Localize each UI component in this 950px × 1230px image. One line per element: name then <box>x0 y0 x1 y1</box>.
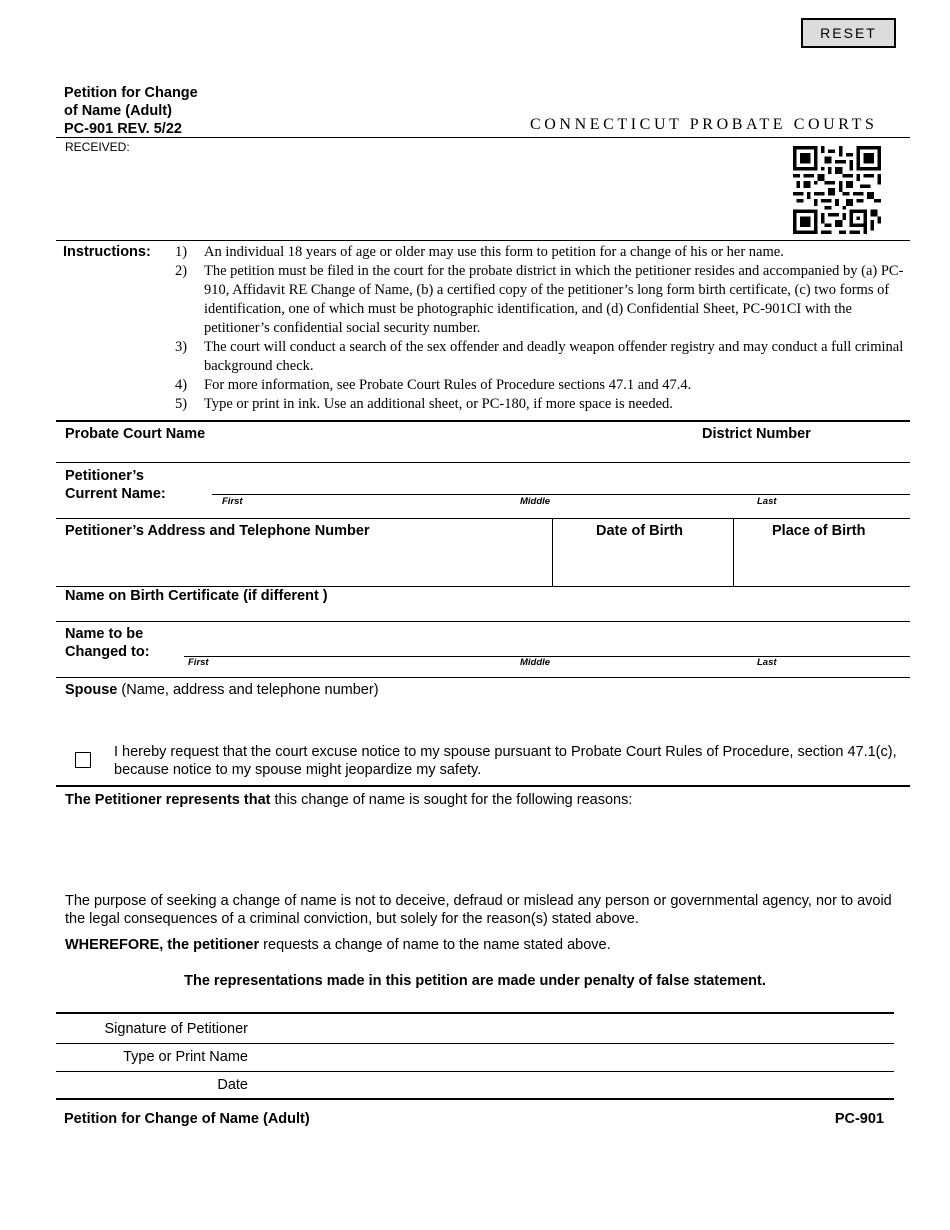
instruction-item: 2) The petition must be filed in the court for the probate district in which the petitioner resides and accompanied by (a) PC-910, Affidavit RE Change of Name, (b) a certified copy of the petitioner’s long form birth certificate, (c) two forms of identification, one of which must be photographic identification, and (d) Confidential Sheet, PC-901CI with the petitioner’s confidential social security number. <box>175 263 904 336</box>
row-divider <box>56 621 910 622</box>
column-divider <box>552 518 553 586</box>
footer-form-number: PC-901 <box>834 1111 884 1127</box>
district-number-label: District Number <box>702 426 811 442</box>
form-title-block <box>64 84 198 138</box>
first-sublabel: First <box>188 657 209 668</box>
row-divider <box>56 462 910 463</box>
date-of-birth-input[interactable] <box>556 543 730 583</box>
instructions-label: Instructions: <box>63 244 151 260</box>
signature-row-divider <box>56 1071 894 1072</box>
instruction-item: 1) An individual 18 years of age or older may use this form to petition for a change of his or her name. <box>175 244 784 260</box>
print-name-input[interactable] <box>258 1045 888 1070</box>
signature-row-divider <box>56 1043 894 1044</box>
instructions-top-divider <box>56 240 910 241</box>
print-name-label: Type or Print Name <box>123 1049 248 1065</box>
excuse-notice-checkbox[interactable] <box>75 752 91 768</box>
new-name-input[interactable] <box>184 634 910 656</box>
first-sublabel: First <box>222 496 243 507</box>
signature-label: Signature of Petitioner <box>104 1021 248 1037</box>
petitioner-current-name-input[interactable] <box>212 472 910 494</box>
reasons-input[interactable] <box>60 812 905 882</box>
middle-sublabel: Middle <box>520 657 551 668</box>
district-number-input[interactable] <box>700 440 900 462</box>
court-header: CONNECTICUT PROBATE COURTS <box>530 116 878 133</box>
date-input[interactable] <box>258 1073 888 1097</box>
received-label: RECEIVED: <box>65 140 130 154</box>
penalty-statement: The representations made in this petition are made under penalty of false statement. <box>184 973 766 989</box>
footer-title: Petition for Change of Name (Adult) <box>64 1111 310 1127</box>
row-divider <box>56 518 910 519</box>
purpose-statement: The purpose of seeking a change of name is not to deceive, defraud or mislead any person or governmental agency, nor to avoid the legal consequences of a criminal conviction, but solely for the reason(s) stated above. <box>65 893 892 927</box>
last-sublabel: Last <box>757 657 777 668</box>
signature-input[interactable] <box>258 1016 888 1042</box>
qr-code <box>793 146 881 234</box>
header-divider <box>56 137 910 138</box>
row-divider <box>56 586 910 587</box>
excuse-notice-text: I hereby request that the court excuse notice to my spouse pursuant to Probate Court Rules of Procedure, section 47.1(c), because notice to my spouse might jeopardize my safety. <box>114 744 897 778</box>
form-title-line2: of Name (Adult) <box>64 103 172 119</box>
probate-court-name-input[interactable] <box>56 440 656 462</box>
address-phone-input[interactable] <box>60 543 548 583</box>
place-of-birth-label: Place of Birth <box>772 523 866 539</box>
form-number: PC-901 REV. 5/22 <box>64 121 182 137</box>
represents-label: The Petitioner represents that this change of name is sought for the following reasons: <box>65 792 633 808</box>
row-divider <box>56 677 910 678</box>
spouse-input[interactable] <box>60 702 905 738</box>
instruction-item: 5) Type or print in ink. Use an additional sheet, or PC-180, if more space is needed. <box>175 396 673 412</box>
instruction-item: 4) For more information, see Probate Court Rules of Procedure sections 47.1 and 47.4. <box>175 377 692 393</box>
section-divider <box>56 785 910 787</box>
signature-top-divider <box>56 1012 894 1014</box>
reset-button[interactable]: RESET <box>801 18 896 48</box>
last-sublabel: Last <box>757 496 777 507</box>
wherefore-statement: WHEREFORE, the petitioner requests a change of name to the name stated above. <box>65 937 611 953</box>
column-divider <box>733 518 734 586</box>
birth-certificate-name-label: Name on Birth Certificate (if different ) <box>65 588 328 604</box>
current-name-underline <box>212 494 910 495</box>
petitioner-current-name-label: Petitioner’s Current Name: <box>65 468 166 502</box>
spouse-label: Spouse (Name, address and telephone number) <box>65 682 379 698</box>
birth-certificate-name-input[interactable] <box>360 588 905 618</box>
address-phone-label: Petitioner’s Address and Telephone Number <box>65 523 370 539</box>
fields-top-divider <box>56 420 910 422</box>
name-to-be-changed-label: Name to be Changed to: <box>65 626 150 660</box>
date-label: Date <box>217 1077 248 1093</box>
signature-bottom-divider <box>56 1098 894 1100</box>
date-of-birth-label: Date of Birth <box>596 523 683 539</box>
probate-court-name-label: Probate Court Name <box>65 426 206 442</box>
place-of-birth-input[interactable] <box>737 543 907 583</box>
form-title-line1: Petition for Change <box>64 85 198 101</box>
instructions-list <box>175 243 905 414</box>
instruction-item: 3) The court will conduct a search of the sex offender and deadly weapon offender registry and may conduct a full criminal background check. <box>175 339 904 374</box>
middle-sublabel: Middle <box>520 496 551 507</box>
